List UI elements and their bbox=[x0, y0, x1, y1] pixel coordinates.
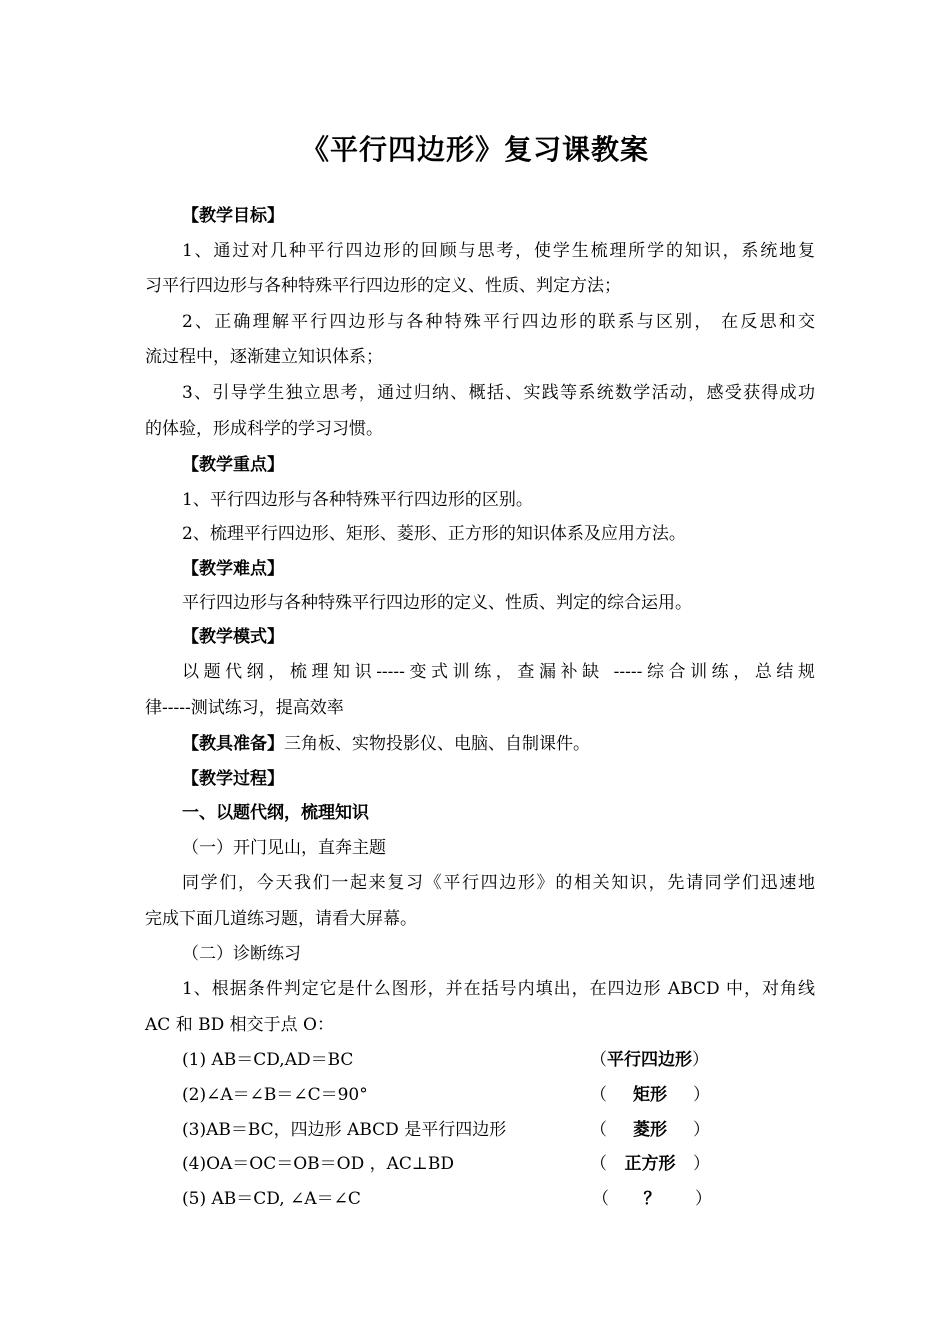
item-2-answer-box bbox=[590, 1083, 710, 1107]
objective-3-line-1: 3、引导学生独立思考，通过归纳、概括、实践等系统数学活动，感受获得成功 bbox=[182, 383, 815, 403]
item-3-answer-box bbox=[590, 1118, 710, 1142]
open-paren: （ bbox=[590, 1050, 607, 1070]
difficulty-text: 平行四边形与各种特殊平行四边形的定义、性质、判定的综合运用。 bbox=[182, 593, 692, 613]
mode-heading: 【教学模式】 bbox=[182, 627, 284, 647]
item-5-condition: (5) AB＝CD, ∠A＝∠C bbox=[182, 1189, 361, 1209]
question-1-line-1: 1、根据条件判定它是什么图形，并在括号内填出，在四边形 ABCD 中，对角线 bbox=[182, 979, 815, 999]
item-1-answer-box bbox=[590, 1048, 709, 1072]
close-paren: ） bbox=[692, 1050, 709, 1070]
item-3-condition: (3)AB＝BC，四边形 ABCD 是平行四边形 bbox=[182, 1120, 507, 1140]
key-point-2: 2、梳理平行四边形、矩形、菱形、正方形的知识体系及应用方法。 bbox=[182, 524, 686, 544]
objective-2-line-2: 流过程中，逐渐建立知识体系； bbox=[145, 347, 383, 367]
process-heading: 【教学过程】 bbox=[182, 769, 284, 789]
item-1-condition: (1) AB＝CD,AD＝BC bbox=[182, 1050, 354, 1070]
prep-text: 三角板、实物投影仪、电脑、自制课件。 bbox=[284, 734, 590, 754]
prep-line bbox=[182, 732, 815, 756]
intro-line-1: 同学们，今天我们一起来复习《平行四边形》的相关知识，先请同学们迅速地 bbox=[182, 873, 815, 893]
subsection-2-heading: （二）诊断练习 bbox=[182, 944, 301, 964]
page-title: 《平行四边形》复习课教案 bbox=[300, 133, 649, 166]
key-points-heading: 【教学重点】 bbox=[182, 455, 284, 475]
objective-2-line-1: 2、正确理解平行四边形与各种特殊平行四边形的联系与区别， 在反思和交 bbox=[182, 312, 815, 332]
close-paren: ） bbox=[693, 1085, 710, 1105]
close-paren: ） bbox=[695, 1189, 712, 1209]
item-5-answer: ？ bbox=[643, 1189, 661, 1209]
question-1-line-2: AC 和 BD 相交于点 O： bbox=[145, 1015, 334, 1035]
item-4-answer-box bbox=[590, 1152, 710, 1176]
section-1-heading: 一、以题代纲，梳理知识 bbox=[182, 803, 369, 823]
objective-3-line-2: 的体验，形成科学的学习习惯。 bbox=[145, 419, 383, 439]
close-paren: ） bbox=[693, 1120, 710, 1140]
subsection-1-heading: （一）开门见山，直奔主题 bbox=[182, 838, 386, 858]
objective-1-line-1: 1、通过对几种平行四边形的回顾与思考，使学生梳理所学的知识，系统地复 bbox=[182, 241, 815, 261]
open-paren: （ bbox=[590, 1120, 607, 1140]
item-1-answer: 平行四边形 bbox=[607, 1050, 692, 1070]
mode-line-2: 律-----测试练习，提高效率 bbox=[145, 698, 344, 718]
item-4-answer: 正方形 bbox=[624, 1154, 676, 1174]
item-2-answer: 矩形 bbox=[633, 1085, 667, 1105]
close-paren: ） bbox=[693, 1154, 710, 1174]
item-2-condition: (2)∠A＝∠B＝∠C＝90° bbox=[182, 1085, 368, 1105]
open-paren: （ bbox=[592, 1189, 609, 1209]
item-5-answer-box bbox=[592, 1187, 712, 1211]
mode-line-1: 以题代纲，梳理知识-----变式训练，查漏补缺 -----综合训练，总结规 bbox=[182, 662, 815, 682]
intro-line-2: 完成下面几道练习题，请看大屏幕。 bbox=[145, 909, 417, 929]
key-point-1: 1、平行四边形与各种特殊平行四边形的区别。 bbox=[182, 490, 533, 510]
item-3-answer: 菱形 bbox=[633, 1120, 667, 1140]
objectives-heading: 【教学目标】 bbox=[182, 206, 284, 226]
prep-heading: 【教具准备】 bbox=[182, 734, 284, 754]
open-paren: （ bbox=[590, 1085, 607, 1105]
open-paren: （ bbox=[590, 1154, 607, 1174]
item-4-condition: (4)OA＝OC＝OB＝OD ，AC⊥BD bbox=[182, 1154, 455, 1174]
difficulties-heading: 【教学难点】 bbox=[182, 559, 284, 579]
objective-1-line-2: 习平行四边形与各种特殊平行四边形的定义、性质、判定方法； bbox=[145, 276, 621, 296]
